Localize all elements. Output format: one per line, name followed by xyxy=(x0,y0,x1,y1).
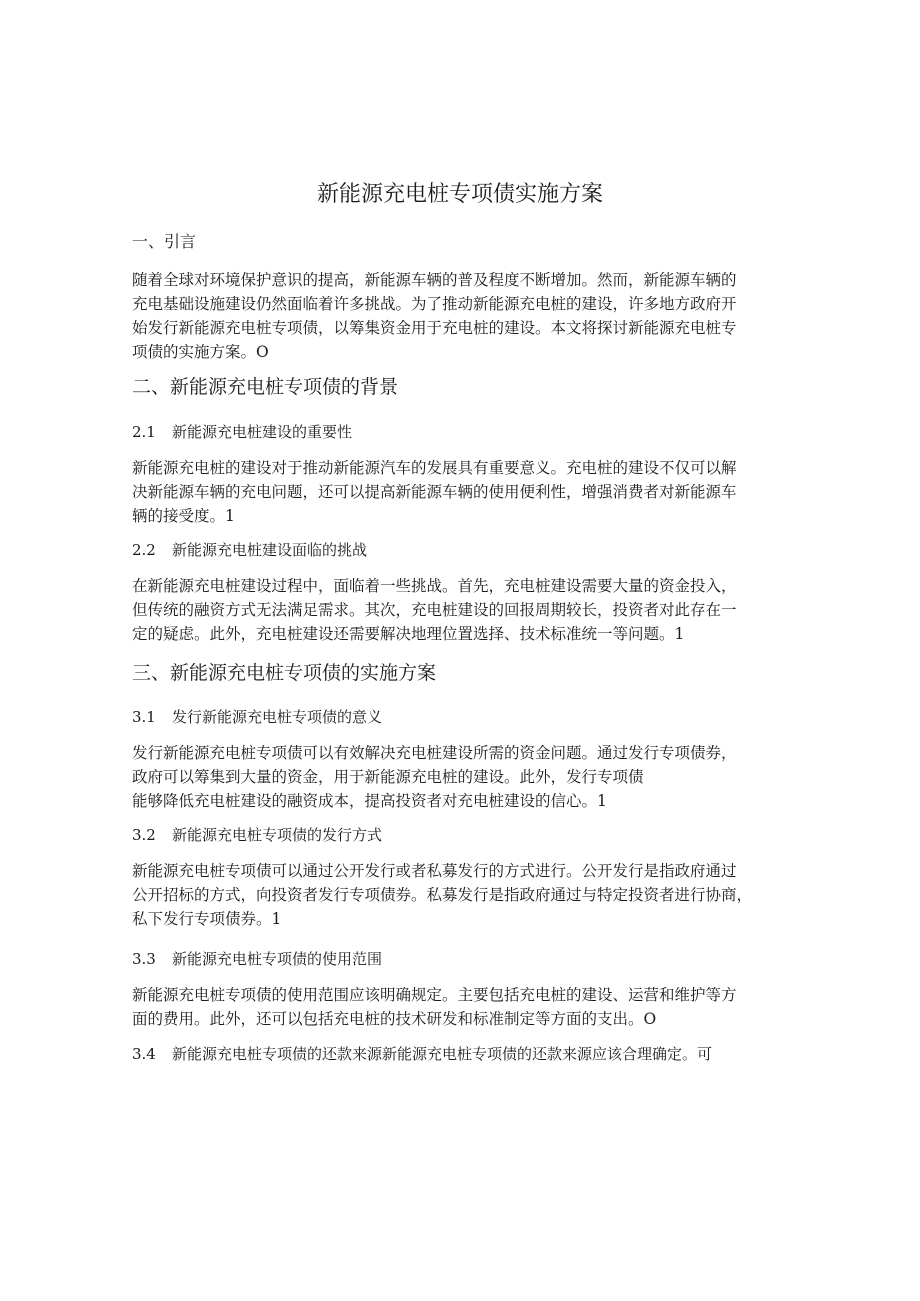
paragraph-line: 发行新能源充电桩专项债可以有效解决充电桩建设所需的资金问题。通过发行专项债券， xyxy=(132,744,737,762)
paragraph-line: 但传统的融资方式无法满足需求。其次，充电桩建设的回报周期较长，投资者对此存在一 xyxy=(132,601,737,619)
paragraph-intro xyxy=(132,268,792,364)
paragraph-line: 私下发行专项债券。1 xyxy=(132,910,282,928)
subsection-heading-3-2 xyxy=(132,823,382,847)
paragraph-line: 新能源充电桩专项债的使用范围应该明确规定。主要包括充电桩的建设、运营和维护等方 xyxy=(132,986,737,1004)
subsection-title: 新能源充电桩专项债的还款来源新能源充电桩专项债的还款来源应该合理确定。可 xyxy=(172,1045,713,1063)
subsection-title: 新能源充电桩专项债的使用范围 xyxy=(172,950,383,968)
subsection-number: 3.2 xyxy=(132,826,156,844)
subsection-number: 3.3 xyxy=(132,950,156,968)
paragraph-line: 公开招标的方式，向投资者发行专项债券。私募发行是指政府通过与特定投资者进行协商， xyxy=(132,886,753,904)
subsection-number: 3.4 xyxy=(132,1045,156,1063)
subsection-number: 3.1 xyxy=(132,708,156,726)
subsection-heading-2-2 xyxy=(132,538,367,562)
section-heading-background: 二、新能源充电桩专项债的背景 xyxy=(132,376,399,398)
paragraph-line: 定的疑虑。此外，充电桩建设还需要解决地理位置选择、技术标准统一等问题。1 xyxy=(132,625,685,643)
paragraph-line: 能够降低充电桩建设的融资成本，提高投资者对充电桩建设的信心。1 xyxy=(132,792,607,810)
paragraph-3-3 xyxy=(132,983,792,1031)
paragraph-line: 新能源充电桩的建设对于推动新能源汽车的发展具有重要意义。充电桩的建设不仅可以解 xyxy=(132,459,737,477)
paragraph-3-1 xyxy=(132,741,792,813)
paragraph-3-2 xyxy=(132,859,792,931)
subsection-title: 新能源充电桩建设面临的挑战 xyxy=(172,541,368,559)
document-title: 新能源充电桩专项债实施方案 xyxy=(316,182,603,207)
paragraph-line: 在新能源充电桩建设过程中，面临着一些挑战。首先，充电桩建设需要大量的资金投入， xyxy=(132,577,737,595)
subsection-heading-3-1 xyxy=(132,705,382,729)
subsection-heading-2-1 xyxy=(132,420,352,444)
subsection-heading-3-4 xyxy=(132,1042,712,1066)
paragraph-line: 充电基础设施建设仍然面临着许多挑战。为了推动新能源充电桩的建设，许多地方政府开 xyxy=(132,295,737,313)
paragraph-line: 面的费用。此外，还可以包括充电桩的技术研发和标准制定等方面的支出。O xyxy=(132,1010,657,1028)
section-heading-plan: 三、新能源充电桩专项债的实施方案 xyxy=(132,662,437,684)
subsection-number: 2.1 xyxy=(132,423,156,441)
paragraph-line: 随着全球对环境保护意识的提高，新能源车辆的普及程度不断增加。然而，新能源车辆的 xyxy=(132,271,737,289)
paragraph-line: 始发行新能源充电桩专项债，以筹集资金用于充电桩的建设。本文将探讨新能源充电桩专 xyxy=(132,319,737,337)
paragraph-line: 政府可以筹集到大量的资金，用于新能源充电桩的建设。此外，发行专项债 xyxy=(132,768,644,786)
subsection-title: 新能源充电桩建设的重要性 xyxy=(172,423,353,441)
subsection-number: 2.2 xyxy=(132,541,156,559)
paragraph-line: 新能源充电桩专项债可以通过公开发行或者私募发行的方式进行。公开发行是指政府通过 xyxy=(132,862,737,880)
paragraph-line: 项债的实施方案。O xyxy=(132,343,269,361)
subsection-title: 发行新能源充电桩专项债的意义 xyxy=(172,708,383,726)
section-heading-intro: 一、引言 xyxy=(132,232,197,251)
paragraph-2-2 xyxy=(132,574,792,646)
paragraph-2-1 xyxy=(132,456,792,528)
paragraph-line: 辆的接受度。1 xyxy=(132,507,235,525)
subsection-title: 新能源充电桩专项债的发行方式 xyxy=(172,826,383,844)
paragraph-line: 决新能源车辆的充电问题，还可以提高新能源车辆的使用便利性，增强消费者对新能源车 xyxy=(132,483,737,501)
subsection-heading-3-3 xyxy=(132,947,382,971)
